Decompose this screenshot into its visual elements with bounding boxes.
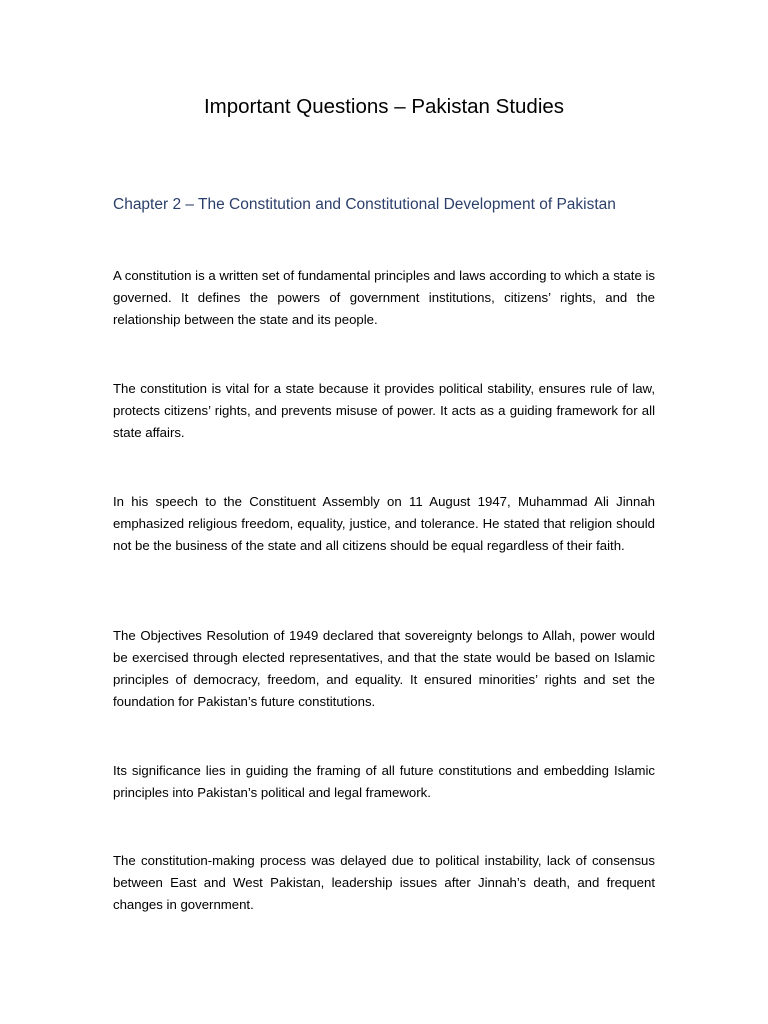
paragraph-objectives-resolution: The Objectives Resolution of 1949 declared that sovereignty belongs to Allah, power would be exercised through elected representatives, and that the state would be based on Islamic principles of democracy, freedom, and equality. It ensured minorities’ rights and set the foundation for Pakistan’s future constitutions.	[113, 628, 655, 709]
document-title: Important Questions – Pakistan Studies	[203, 95, 565, 118]
paragraph-constitution-definition: A constitution is a written set of fundamental principles and laws according to which a state is governed. It defines the powers of government institutions, citizens’ rights, and the relationship between the state and its people.	[113, 268, 655, 327]
paragraph-jinnah-speech: In his speech to the Constituent Assembly on 11 August 1947, Muhammad Ali Jinnah emphasized religious freedom, equality, justice, and tolerance. He stated that religion should not be the business of the state and all citizens should be equal regardless of their faith.	[113, 494, 655, 553]
chapter-heading: Chapter 2 – The Constitution and Constitutional Development of Pakistan	[113, 196, 616, 213]
paragraph-constitution-delay: The constitution-making process was delayed due to political instability, lack of consensus between East and West Pakistan, leadership issues after Jinnah’s death, and frequent changes in government.	[113, 853, 655, 912]
paragraph-resolution-significance: Its significance lies in guiding the framing of all future constitutions and embedding Islamic principles into Pakistan’s political and legal framework.	[113, 763, 655, 800]
paragraph-constitution-importance: The constitution is vital for a state because it provides political stability, ensures rule of law, protects citizens’ rights, and prevents misuse of power. It acts as a guiding framework for all state affairs.	[113, 381, 655, 440]
